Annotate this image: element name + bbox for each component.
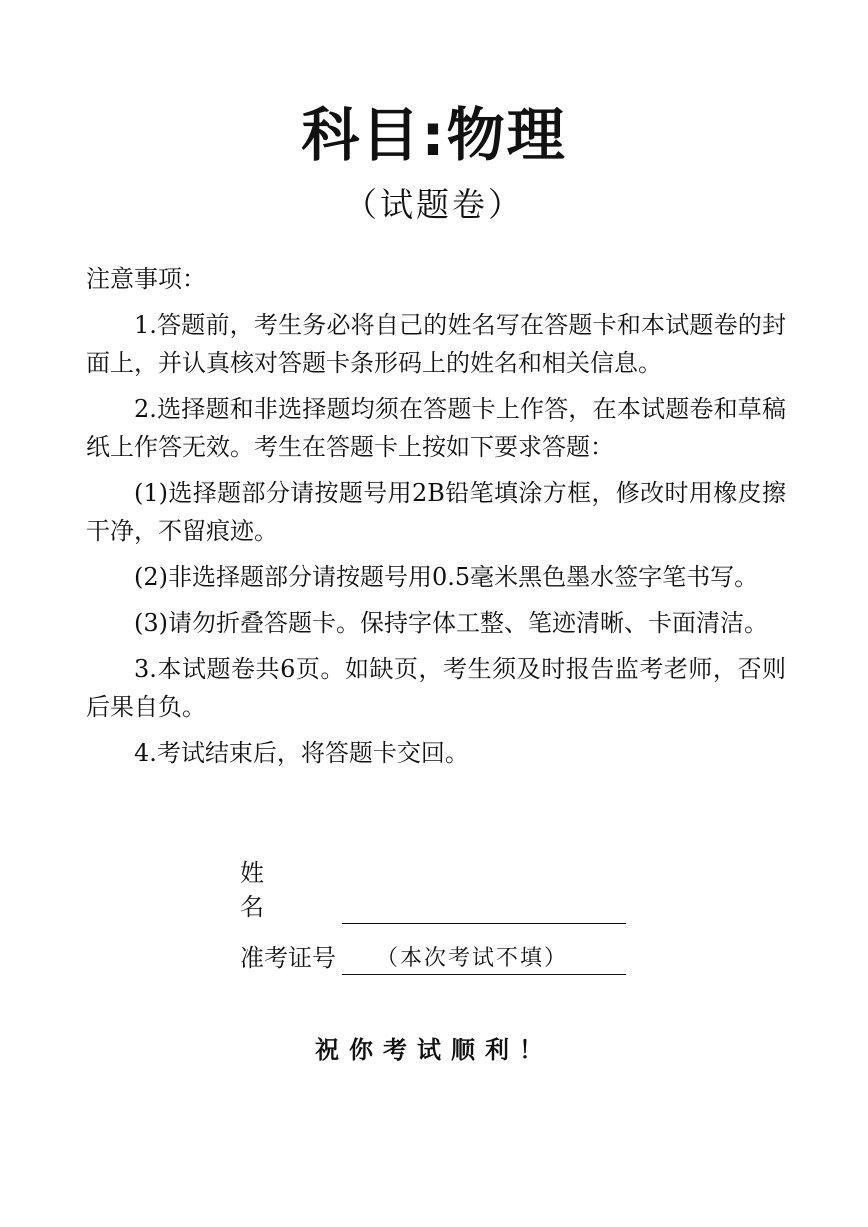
name-field[interactable] [342,889,626,924]
notice-item: (3)请勿折叠答题卡。保持字体工整、笔迹清晰、卡面清洁。 [134,609,768,637]
name-label: 姓名 [240,859,316,921]
notice-item: (1)选择题部分请按题号用2B铅笔填涂方框，修改时用橡皮擦干净，不留痕迹。 [86,479,786,545]
exam-id-note: （本次考试不填） [376,946,569,971]
notice-item: 4.考试结束后，将答题卡交回。 [134,739,469,767]
notice-item: 2.选择题和非选择题均须在答题卡上作答，在本试题卷和草稿纸上作答无效。考生在答题卡上按如下要求答题： [86,395,786,461]
paper-type-subtitle: （试题卷） [344,185,524,224]
exam-id-field[interactable] [342,940,626,975]
notice-heading: 注意事项： [86,265,206,293]
notice-item: (2)非选择题部分请按题号用0.5毫米黑色墨水签字笔书写。 [134,563,759,591]
subject-title: 科目:物理 [301,101,567,169]
notice-item: 3.本试题卷共6页。如缺页，考生须及时报告监考老师，否则后果自负。 [86,655,786,721]
exam-id-label: 准考证号 [240,944,336,972]
notice-section [86,260,786,780]
name-row [240,856,640,924]
exam-id-row [240,940,640,975]
notice-item: 1.答题前，考生务必将自己的姓名写在答题卡和本试题卷的封面上，并认真核对答题卡条形码上的姓名和相关信息。 [86,311,786,377]
blessing-text: 祝你考试顺利！ [315,1036,553,1064]
